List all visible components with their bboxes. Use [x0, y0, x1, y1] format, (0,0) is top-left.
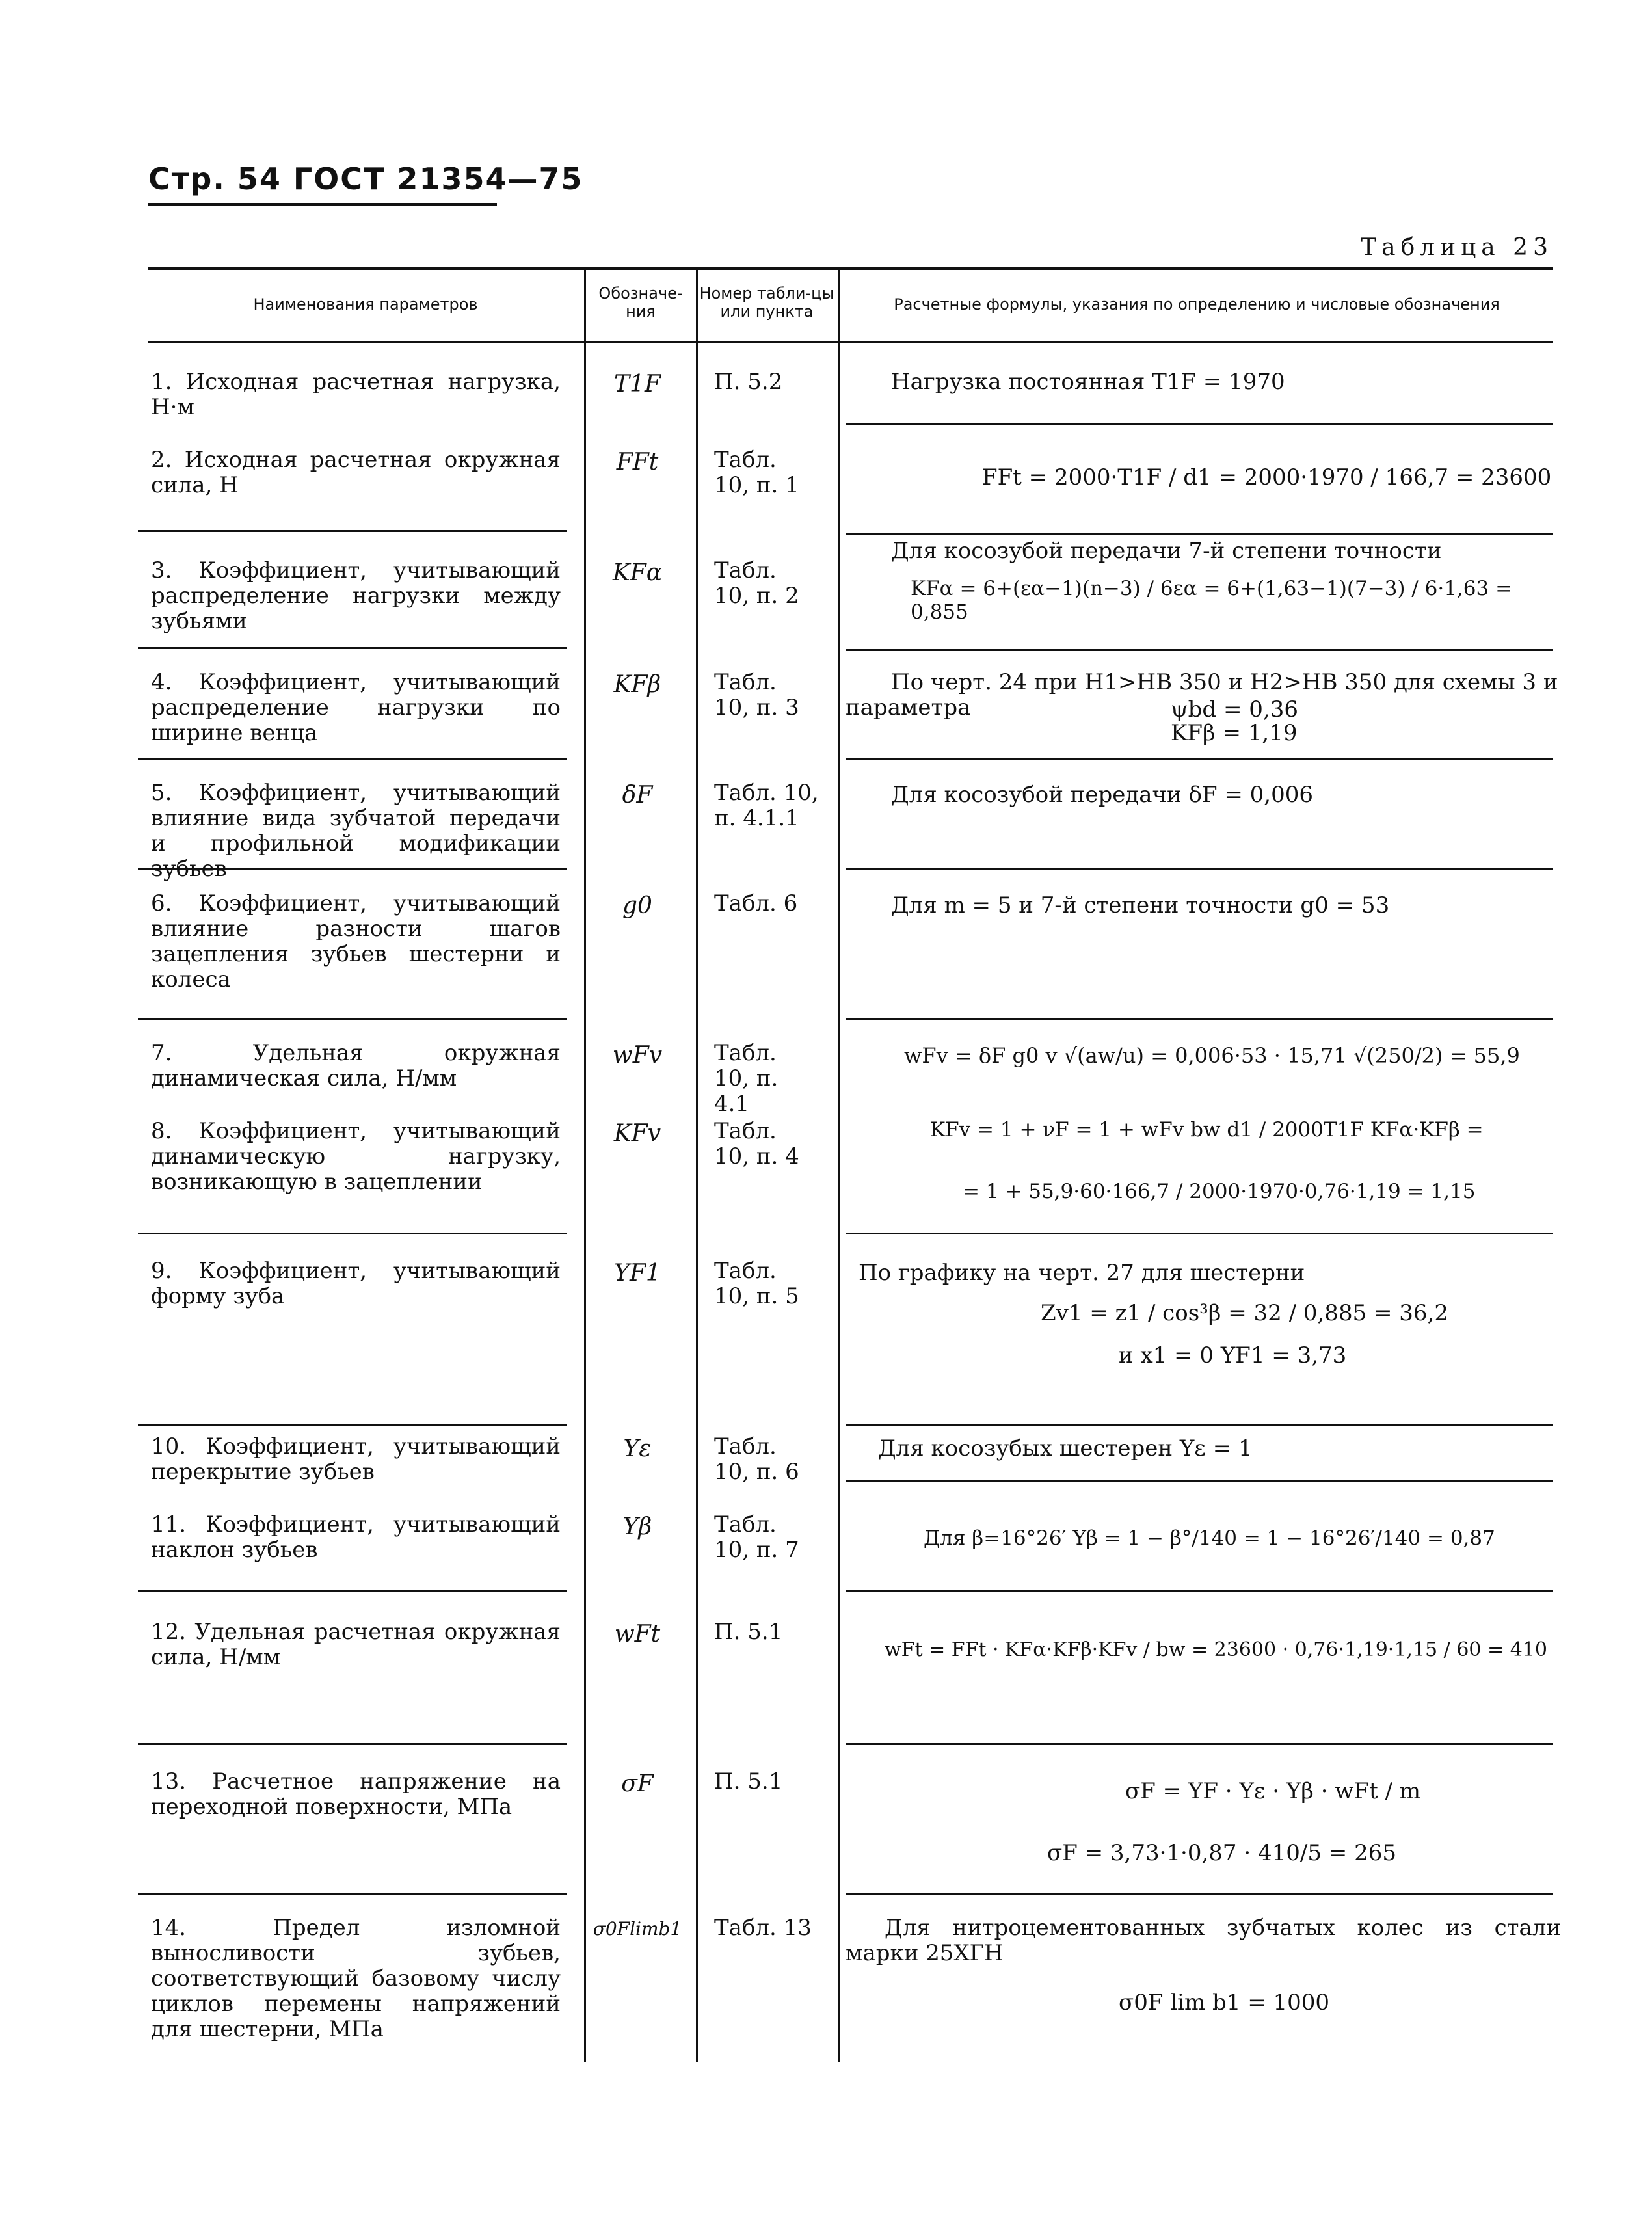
row8-calc: KFv = 1 + νF = 1 + wFv bw d1 / 2000T1F KFα·KFβ = [930, 1118, 1484, 1141]
row4-param: 4. Коэффициент, учитывающий распределение нагрузки по ширине венца [151, 669, 561, 747]
row-separator [138, 1590, 567, 1592]
row-separator [138, 1233, 567, 1234]
row-separator [846, 533, 1553, 535]
col-divider-3 [838, 267, 840, 2062]
row-separator [846, 1018, 1553, 1020]
row5-param: 5. Коэффициент, учитывающий влияние вида зубчатой передачи и профильной модификации зубьев [151, 780, 561, 883]
row4-calc2: KFβ = 1,19 [1171, 720, 1298, 746]
header-rule [148, 203, 497, 206]
row10-calc: Для косозубых шестерен Yε = 1 [878, 1435, 1253, 1461]
row13-ref: П. 5.1 [714, 1768, 783, 1794]
row12-calc: wFt = FFt · KFα·KFβ·KFv / bw = 23600 · 0,76·1,19·1,15 / 60 = 410 [885, 1638, 1547, 1661]
row12-ref: П. 5.1 [714, 1619, 783, 1645]
row9-calc2: и x1 = 0 YF1 = 3,73 [1119, 1342, 1347, 1368]
row7-ref: Табл. 10, п. 4.1 [714, 1040, 779, 1117]
row3-param: 3. Коэффициент, учитывающий распределение нагрузки между зубьями [151, 557, 561, 635]
row1-sym: T1F [614, 371, 661, 397]
row6-sym: g0 [622, 892, 652, 919]
row9-calc: Zv1 = z1 / cos³β = 32 / 0,885 = 36,2 [1041, 1300, 1449, 1326]
row-separator [138, 758, 567, 760]
row14-calc: σ0F lim b1 = 1000 [1119, 1990, 1330, 2016]
row8-calc2: = 1 + 55,9·60·166,7 / 2000·1970·0,76·1,19 = 1,15 [963, 1180, 1476, 1203]
col-header-calc: Расчетные формулы, указания по определению и числовые обозначения [894, 295, 1500, 313]
row-separator [138, 1743, 567, 1745]
row-separator [138, 1424, 567, 1426]
row5-calc: Для косозубой передачи δF = 0,006 [891, 782, 1314, 808]
row1-calc: Нагрузка постоянная T1F = 1970 [891, 369, 1285, 395]
row11-sym: Yβ [622, 1514, 652, 1540]
row7-sym: wFv [612, 1042, 663, 1069]
col-header-sym: Обозначе-ния [598, 284, 683, 321]
row-separator [138, 1893, 567, 1895]
page-header: Стр. 54 ГОСТ 21354—75 [148, 161, 583, 196]
row3-calc: KFα = 6+(εα−1)(n−3) / 6εα = 6+(1,63−1)(7−3) / 6·1,63 = 0,855 [911, 577, 1513, 624]
row-separator [846, 423, 1553, 425]
row10-sym: Yε [623, 1435, 652, 1462]
row11-param: 11. Коэффициент, учитывающий наклон зубьев [151, 1512, 561, 1564]
row-separator [846, 758, 1553, 760]
row14-ref: Табл. 13 [714, 1915, 812, 1941]
row8-sym: KFv [613, 1120, 661, 1147]
row3-calc-intro: Для косозубой передачи 7-й степени точности [891, 538, 1442, 564]
row-separator [846, 649, 1553, 651]
row13-param: 13. Расчетное напряжение на переходной поверхности, МПа [151, 1768, 561, 1820]
row5-sym: δF [622, 782, 653, 808]
row14-sym: σ0Flimb1 [593, 1918, 682, 1940]
row6-ref: Табл. 6 [714, 890, 798, 916]
row8-ref: Табл. 10, п. 4 [714, 1118, 799, 1170]
col-header-ref: Номер табли-цы или пункта [699, 284, 834, 321]
row2-ref: Табл. 10, п. 1 [714, 447, 799, 499]
row9-param: 9. Коэффициент, учитывающий форму зуба [151, 1258, 561, 1310]
row10-ref: Табл. 10, п. 6 [714, 1434, 799, 1486]
row1-param: 1. Исходная расчетная нагрузка, Н·м [151, 369, 561, 421]
row4-calc: ψbd = 0,36 [1171, 697, 1298, 723]
row3-sym: KFα [612, 559, 663, 586]
row-separator [846, 868, 1553, 870]
row-separator [846, 1480, 1553, 1482]
row4-ref: Табл. 10, п. 3 [714, 669, 799, 721]
row14-param: 14. Предел изломной выносливости зубьев, соответствующий базовому числу циклов перемены напряжений для шестерни, МПа [151, 1915, 561, 2043]
row-separator [846, 1590, 1553, 1592]
row12-param: 12. Удельная расчетная окружная сила, Н/мм [151, 1619, 561, 1671]
col-divider-2 [696, 267, 698, 2062]
row5-ref: Табл. 10, п. 4.1.1 [714, 780, 819, 832]
row6-param: 6. Коэффициент, учитывающий влияние разности шагов зацепления зубьев шестерни и колеса [151, 890, 561, 993]
row9-sym: YF1 [614, 1260, 661, 1287]
table-caption: Таблица 23 [1361, 234, 1553, 261]
row7-param: 7. Удельная окружная динамическая сила, Н/мм [151, 1040, 561, 1092]
row1-ref: П. 5.2 [714, 369, 783, 395]
row-separator [846, 1233, 1553, 1234]
row3-ref: Табл. 10, п. 2 [714, 557, 799, 609]
table-top-rule [148, 267, 1553, 270]
row-separator [846, 1424, 1553, 1426]
row-separator [138, 647, 567, 649]
table-header-rule [148, 341, 1553, 343]
row7-calc: wFv = δF g0 v √(aw/u) = 0,006·53 · 15,71 √(250/2) = 55,9 [904, 1043, 1520, 1068]
row13-calc: σF = YF · Yε · Yβ · wFt / m [1125, 1778, 1421, 1804]
row8-param: 8. Коэффициент, учитывающий динамическую нагрузку, возникающую в зацеплении [151, 1118, 561, 1195]
row14-calc-intro: Для нитроцементованных зубчатых колес из стали марки 25ХГН [846, 1915, 1561, 1967]
row2-param: 2. Исходная расчетная окружная сила, Н [151, 447, 561, 499]
row6-calc: Для m = 5 и 7-й степени точности g0 = 53 [891, 892, 1390, 918]
row4-sym: KFβ [613, 671, 661, 698]
row9-ref: Табл. 10, п. 5 [714, 1258, 799, 1310]
row9-calc-intro: По графику на черт. 27 для шестерни [859, 1260, 1305, 1286]
row12-sym: wFt [614, 1621, 661, 1647]
row-separator [138, 530, 567, 532]
row11-calc: Для β=16°26′ Yβ = 1 − β°/140 = 1 − 16°26′/140 = 0,87 [924, 1527, 1495, 1550]
row13-sym: σF [621, 1770, 654, 1797]
row2-calc: FFt = 2000·T1F / d1 = 2000·1970 / 166,7 = 23600 [982, 464, 1552, 490]
row11-ref: Табл. 10, п. 7 [714, 1512, 799, 1564]
row-separator [846, 1743, 1553, 1745]
col-header-param: Наименования параметров [253, 295, 478, 313]
row2-sym: FFt [616, 449, 659, 475]
row4-calc-intro: По черт. 24 при H1>HB 350 и H2>HB 350 для схемы 3 и параметра [846, 669, 1558, 721]
row10-param: 10. Коэффициент, учитывающий перекрытие зубьев [151, 1434, 561, 1486]
row-separator [846, 1893, 1553, 1895]
row-separator [138, 1018, 567, 1020]
row13-calc2: σF = 3,73·1·0,87 · 410/5 = 265 [1047, 1840, 1396, 1866]
